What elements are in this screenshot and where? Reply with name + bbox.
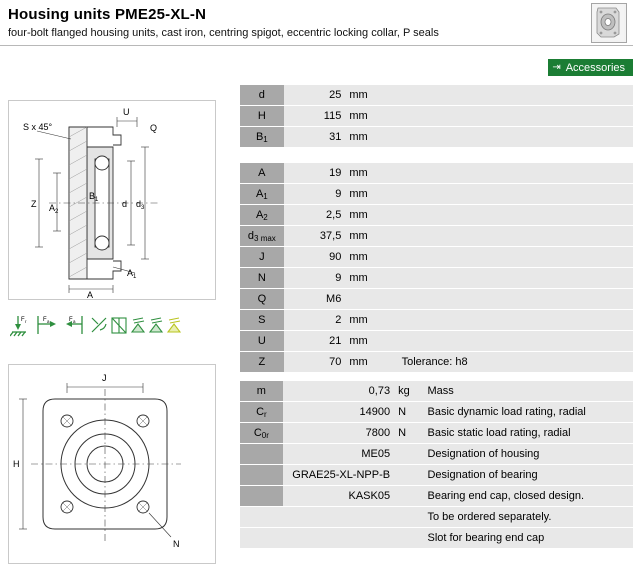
row-unit: mm [345,268,633,289]
row-value: 9 [284,184,346,205]
row-label: S [240,310,284,331]
label-d3: $d_3$ [136,199,145,211]
svg-text:a: a [73,319,76,324]
row-label [240,507,283,528]
row-unit: mm [345,106,633,127]
row-value: 0,73 [283,381,394,402]
label-a: A [87,290,94,299]
table-row [240,444,633,465]
row-description: Designation of bearing [423,465,633,486]
label-d: d [122,199,128,209]
row-label: $C_{0r}$ [240,423,283,444]
table-detail-dimensions [240,163,633,373]
svg-text:r: r [25,319,27,324]
accessories-label: Accessories [565,61,625,74]
table-row [240,402,633,423]
row-unit: N [394,423,423,444]
section-drawing [8,100,216,300]
label-q: Q [150,123,158,133]
product-thumbnail [591,3,627,43]
row-description: To be ordered separately. [423,507,633,528]
table-row [240,289,633,310]
row-value: 70 [284,352,346,373]
row-label: H [240,106,284,127]
label-n: N [173,539,180,549]
row-label: $B_1$ [240,127,284,148]
row-value [283,507,394,528]
row-unit: kg [394,381,423,402]
row-label: $A_1$ [240,184,284,205]
row-value: 90 [284,247,346,268]
row-unit: mm [345,127,633,148]
row-value: 7800 [283,423,394,444]
row-value: M6 [284,289,346,310]
row-label [240,444,283,465]
row-unit [345,289,633,310]
row-label: $d_{3 max}$ [240,226,284,247]
row-description: Bearing end cap, closed design. [423,486,633,507]
row-unit [394,444,423,465]
table-row [240,205,633,226]
row-value: 37,5 [284,226,346,247]
row-value: 19 [284,163,346,184]
row-label: d [240,85,284,106]
row-value: ME05 [283,444,394,465]
row-description: Basic dynamic load rating, radial [423,402,633,423]
page-header [0,0,633,46]
row-value: KASK05 [283,486,394,507]
label-b1: $B_1$ [89,191,99,203]
row-unit: mm [345,205,633,226]
row-note: Tolerance: h8 [401,356,468,368]
row-value: 31 [284,127,346,148]
row-description: Mass [423,381,633,402]
row-value: 21 [284,331,346,352]
row-value [283,528,394,549]
property-icon-row [10,312,210,338]
row-unit: mm [345,310,633,331]
table-row [240,465,633,486]
row-unit [394,486,423,507]
row-unit [394,528,423,549]
row-label: N [240,268,284,289]
table-row [240,85,633,106]
table-row [240,381,633,402]
table-row [240,352,633,373]
row-unit [394,507,423,528]
svg-text:a: a [47,319,50,324]
row-label: U [240,331,284,352]
row-unit: mm [345,331,633,352]
row-label [240,486,283,507]
row-label: $C_r$ [240,402,283,423]
row-unit: mm [345,85,633,106]
row-label [240,528,283,549]
svg-text:F: F [43,317,47,323]
label-u: U [123,107,130,117]
row-description: Slot for bearing end cap [423,528,633,549]
row-unit: mm [345,247,633,268]
table-row [240,247,633,268]
label-a1: $A_1$ [127,268,137,280]
row-unit: mm [345,226,633,247]
row-value: 9 [284,268,346,289]
svg-text:F: F [69,317,73,323]
table-row [240,127,633,148]
accessories-arrow-icon: ⇥ [552,61,561,73]
table-row [240,226,633,247]
row-unit: mm [345,184,633,205]
row-unit: N [394,402,423,423]
table-row [240,423,633,444]
row-label: J [240,247,284,268]
table-row [240,106,633,127]
row-unit [394,465,423,486]
table-row [240,528,633,549]
table-row [240,184,633,205]
row-label: Q [240,289,284,310]
row-unit: mm Tolerance: h8 [345,352,633,373]
label-h: H [13,459,20,469]
row-description: Basic static load rating, radial [423,423,633,444]
table-main-dimensions [240,85,633,148]
table-row [240,310,633,331]
table-row [240,163,633,184]
table-row [240,486,633,507]
row-value: GRAE25-XL-NPP-B [283,465,394,486]
row-label [240,465,283,486]
table-row [240,268,633,289]
label-z: Z [31,199,37,209]
label-s45: S x 45° [23,122,53,132]
row-label: $A_2$ [240,205,284,226]
page-title: Housing units PME25-XL-N [8,6,207,23]
row-value: 115 [284,106,346,127]
row-unit: mm [345,163,633,184]
accessories-button[interactable] [548,59,633,76]
row-description: Designation of housing [423,444,633,465]
row-value: 2,5 [284,205,346,226]
front-view-drawing [8,364,216,564]
row-label: A [240,163,284,184]
label-a2: $A_2$ [49,203,59,215]
svg-text:F: F [21,317,25,323]
row-value: 2 [284,310,346,331]
row-label: m [240,381,283,402]
table-row [240,331,633,352]
table-row [240,507,633,528]
row-label: Z [240,352,284,373]
row-value: 25 [284,85,346,106]
row-value: 14900 [283,402,394,423]
page-subtitle: four-bolt flanged housing units, cast iron, centring spigot, eccentric locking collar, P seals [8,27,439,39]
table-properties [240,381,633,549]
label-j: J [102,373,107,383]
